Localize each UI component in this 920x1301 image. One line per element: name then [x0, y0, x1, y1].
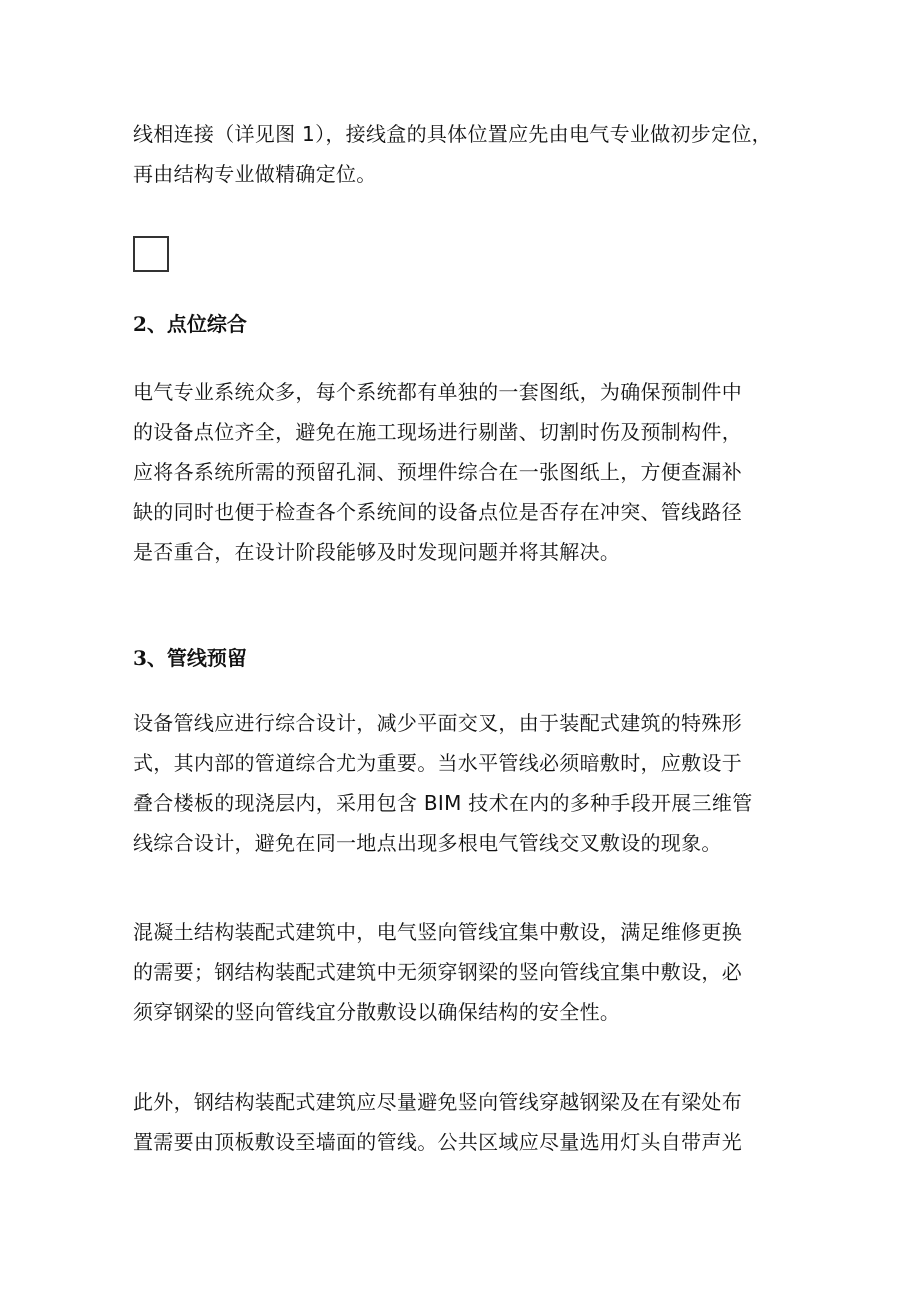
paragraph-wiring-box-positioning: [133, 114, 813, 194]
figure-1-image-placeholder: [133, 236, 169, 272]
text-line: 的设备点位齐全，避免在施工现场进行剔凿、切割时伤及预制构件，: [133, 420, 742, 444]
paragraph-point-integration: [133, 372, 813, 572]
text-line: 式，其内部的管道综合尤为重要。当水平管线必须暗敷时，应敷设于: [133, 751, 742, 775]
text-line: 设备管线应进行综合设计，减少平面交叉，由于装配式建筑的特殊形: [133, 711, 742, 735]
text-line: 缺的同时也便于检查各个系统间的设备点位是否存在冲突、管线路径: [133, 500, 742, 524]
section-heading-point-integration: 2、点位综合: [133, 312, 247, 336]
paragraph-pipeline-design: [133, 703, 813, 863]
text-line: 电气专业系统众多，每个系统都有单独的一套图纸，为确保预制件中: [133, 380, 742, 404]
text-line: 此外，钢结构装配式建筑应尽量避免竖向管线穿越钢梁及在有梁处布: [133, 1090, 742, 1114]
text-line: 置需要由顶板敷设至墙面的管线。公共区域应尽量选用灯头自带声光: [133, 1130, 742, 1154]
text-line: 混凝土结构装配式建筑中，电气竖向管线宜集中敷设，满足维修更换: [133, 920, 742, 944]
paragraph-steel-structure: [133, 1082, 813, 1162]
text-line: 应将各系统所需的预留孔洞、预埋件综合在一张图纸上，方便查漏补: [133, 460, 742, 484]
section-heading-pipeline-reservation: 3、管线预留: [133, 646, 247, 670]
text-line: 的需要；钢结构装配式建筑中无须穿钢梁的竖向管线宜集中敷设，必: [133, 960, 742, 984]
text-line: 须穿钢梁的竖向管线宜分散敷设以确保结构的安全性。: [133, 1000, 621, 1024]
paragraph-vertical-pipelines: [133, 912, 813, 1032]
text-line: 线相连接（详见图 1），接线盒的具体位置应先由电气专业做初步定位，: [133, 122, 772, 146]
text-line: 是否重合，在设计阶段能够及时发现问题并将其解决。: [133, 540, 621, 564]
text-line: 线综合设计，避免在同一地点出现多根电气管线交叉敷设的现象。: [133, 831, 722, 855]
text-line: 叠合楼板的现浇层内，采用包含 BIM 技术在内的多种手段开展三维管: [133, 791, 753, 815]
text-line: 再由结构专业做精确定位。: [133, 162, 377, 186]
